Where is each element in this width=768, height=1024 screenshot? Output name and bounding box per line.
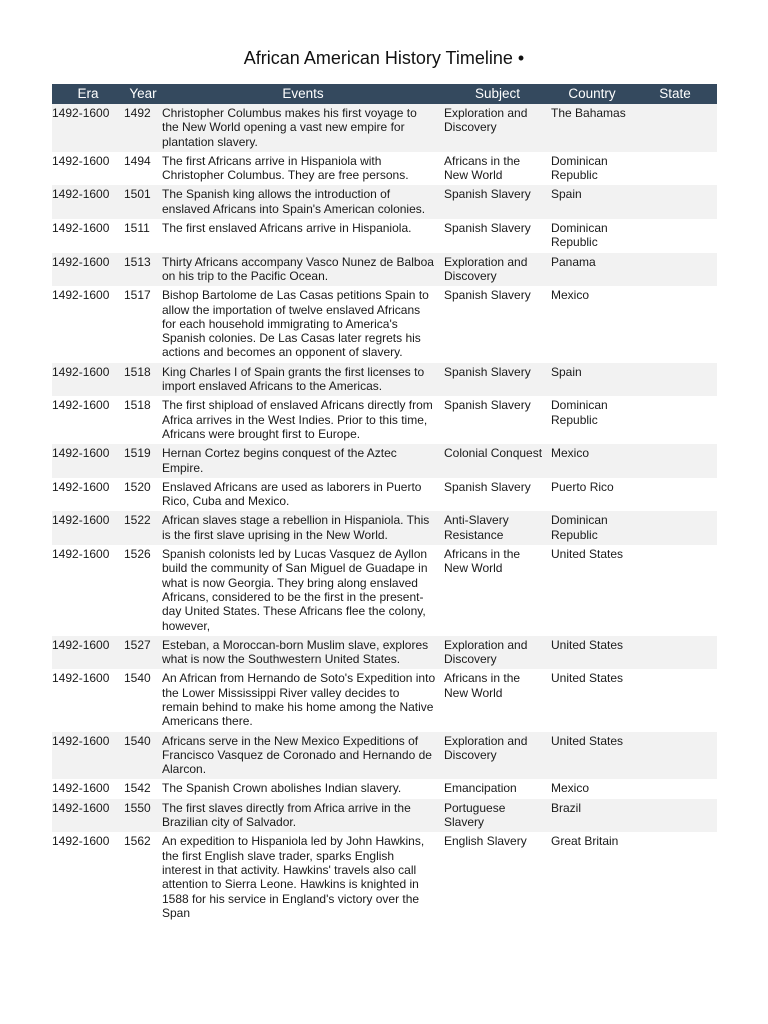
subject-cell: Exploration and Discovery [444, 636, 551, 670]
table-row [52, 286, 717, 362]
country-cell: The Bahamas [551, 104, 633, 152]
year-cell: 1492 [124, 104, 162, 152]
state-cell [633, 669, 717, 731]
subject-cell: Emancipation [444, 779, 551, 798]
era-cell: 1492-1600 [52, 799, 124, 833]
era-cell: 1492-1600 [52, 779, 124, 798]
year-cell: 1562 [124, 832, 162, 923]
event-cell: Enslaved Africans are used as laborers in Puerto Rico, Cuba and Mexico. [162, 478, 444, 512]
year-cell: 1526 [124, 545, 162, 636]
column-header-subject: Subject [444, 84, 551, 104]
table-row [52, 779, 717, 798]
event-cell: Christopher Columbus makes his first voyage to the New World opening a vast new empire for plantation slavery. [162, 104, 444, 152]
table-row [52, 478, 717, 512]
subject-cell: Exploration and Discovery [444, 732, 551, 780]
subject-cell: Anti-Slavery Resistance [444, 511, 551, 545]
table-row [52, 832, 717, 923]
era-cell: 1492-1600 [52, 286, 124, 362]
state-cell [633, 444, 717, 478]
table-header [52, 84, 717, 104]
event-cell: Esteban, a Moroccan-born Muslim slave, explores what is now the Southwestern United States. [162, 636, 444, 670]
table-row [52, 444, 717, 478]
table-row [52, 219, 717, 253]
state-cell [633, 104, 717, 152]
event-cell: King Charles I of Spain grants the first licenses to import enslaved Africans to the Americas. [162, 363, 444, 397]
country-cell: Panama [551, 253, 633, 287]
table-row [52, 363, 717, 397]
state-cell [633, 636, 717, 670]
event-cell: The first slaves directly from Africa arrive in the Brazilian city of Salvador. [162, 799, 444, 833]
era-cell: 1492-1600 [52, 732, 124, 780]
country-cell: Mexico [551, 779, 633, 798]
era-cell: 1492-1600 [52, 185, 124, 219]
state-cell [633, 396, 717, 444]
era-cell: 1492-1600 [52, 832, 124, 923]
era-cell: 1492-1600 [52, 104, 124, 152]
event-cell: The first Africans arrive in Hispaniola with Christopher Columbus. They are free persons. [162, 152, 444, 186]
country-cell: Brazil [551, 799, 633, 833]
subject-cell: English Slavery [444, 832, 551, 923]
table-row [52, 732, 717, 780]
state-cell [633, 545, 717, 636]
era-cell: 1492-1600 [52, 363, 124, 397]
event-cell: African slaves stage a rebellion in Hispaniola. This is the first slave uprising in the New World. [162, 511, 444, 545]
year-cell: 1501 [124, 185, 162, 219]
country-cell: Spain [551, 185, 633, 219]
country-cell: United States [551, 669, 633, 731]
country-cell: United States [551, 636, 633, 670]
country-cell: Dominican Republic [551, 219, 633, 253]
country-cell: Mexico [551, 286, 633, 362]
event-cell: Bishop Bartolome de Las Casas petitions Spain to allow the importation of twelve enslaved Africans for each household immigrating to America's Spanish colonies. De Las Casas later regrets his actions and becomes an opponent of slavery. [162, 286, 444, 362]
year-cell: 1550 [124, 799, 162, 833]
column-header-era: Era [52, 84, 124, 104]
subject-cell: Colonial Conquest [444, 444, 551, 478]
era-cell: 1492-1600 [52, 636, 124, 670]
country-cell: Great Britain [551, 832, 633, 923]
state-cell [633, 732, 717, 780]
subject-cell: Africans in the New World [444, 669, 551, 731]
table-row [52, 185, 717, 219]
country-cell: Mexico [551, 444, 633, 478]
subject-cell: Africans in the New World [444, 545, 551, 636]
country-cell: Spain [551, 363, 633, 397]
state-cell [633, 152, 717, 186]
subject-cell: Exploration and Discovery [444, 253, 551, 287]
table-row [52, 511, 717, 545]
column-header-events: Events [162, 84, 444, 104]
year-cell: 1518 [124, 363, 162, 397]
era-cell: 1492-1600 [52, 478, 124, 512]
event-cell: Thirty Africans accompany Vasco Nunez de Balboa on his trip to the Pacific Ocean. [162, 253, 444, 287]
year-cell: 1540 [124, 669, 162, 731]
table-row [52, 545, 717, 636]
year-cell: 1520 [124, 478, 162, 512]
subject-cell: Spanish Slavery [444, 363, 551, 397]
state-cell [633, 219, 717, 253]
country-cell: Dominican Republic [551, 152, 633, 186]
country-cell: Dominican Republic [551, 511, 633, 545]
event-cell: An expedition to Hispaniola led by John Hawkins, the first English slave trader, sparks English interest in that activity. Hawkins' travels also call attention to Sierra Leone. Hawkins is knighted in 1588 for his service in England's victory over the Span [162, 832, 444, 923]
year-cell: 1517 [124, 286, 162, 362]
column-header-state: State [633, 84, 717, 104]
column-header-country: Country [551, 84, 633, 104]
event-cell: An African from Hernando de Soto's Expedition into the Lower Mississippi River valley decides to remain behind to make his home among the Native Americans there. [162, 669, 444, 731]
country-cell: Dominican Republic [551, 396, 633, 444]
state-cell [633, 799, 717, 833]
event-cell: The first shipload of enslaved Africans directly from Africa arrives in the West Indies. Prior to this time, Africans were brought first to Europe. [162, 396, 444, 444]
subject-cell: Spanish Slavery [444, 286, 551, 362]
state-cell [633, 832, 717, 923]
header-row [52, 84, 717, 104]
event-cell: The Spanish king allows the introduction of enslaved Africans into Spain's American colonies. [162, 185, 444, 219]
event-cell: Spanish colonists led by Lucas Vasquez de Ayllon build the community of San Miguel de Guadape in what is now Georgia. They bring along enslaved Africans, considered to be the first in the present-day United States. These Africans flee the colony, however, [162, 545, 444, 636]
era-cell: 1492-1600 [52, 253, 124, 287]
table-row [52, 253, 717, 287]
era-cell: 1492-1600 [52, 219, 124, 253]
country-cell: United States [551, 545, 633, 636]
event-cell: The Spanish Crown abolishes Indian slavery. [162, 779, 444, 798]
state-cell [633, 511, 717, 545]
event-cell: Africans serve in the New Mexico Expeditions of Francisco Vasquez de Coronado and Hernando de Alarcon. [162, 732, 444, 780]
state-cell [633, 286, 717, 362]
year-cell: 1513 [124, 253, 162, 287]
year-cell: 1540 [124, 732, 162, 780]
event-cell: The first enslaved Africans arrive in Hispaniola. [162, 219, 444, 253]
event-cell: Hernan Cortez begins conquest of the Aztec Empire. [162, 444, 444, 478]
table-row [52, 396, 717, 444]
era-cell: 1492-1600 [52, 511, 124, 545]
subject-cell: Spanish Slavery [444, 219, 551, 253]
state-cell [633, 363, 717, 397]
era-cell: 1492-1600 [52, 545, 124, 636]
subject-cell: Exploration and Discovery [444, 104, 551, 152]
timeline-table [52, 84, 717, 923]
year-cell: 1527 [124, 636, 162, 670]
subject-cell: Africans in the New World [444, 152, 551, 186]
year-cell: 1511 [124, 219, 162, 253]
country-cell: United States [551, 732, 633, 780]
era-cell: 1492-1600 [52, 396, 124, 444]
subject-cell: Spanish Slavery [444, 478, 551, 512]
year-cell: 1519 [124, 444, 162, 478]
table-row [52, 636, 717, 670]
table-row [52, 104, 717, 152]
era-cell: 1492-1600 [52, 152, 124, 186]
table-row [52, 152, 717, 186]
state-cell [633, 779, 717, 798]
subject-cell: Spanish Slavery [444, 396, 551, 444]
table-row [52, 669, 717, 731]
year-cell: 1522 [124, 511, 162, 545]
state-cell [633, 478, 717, 512]
table-body [52, 104, 717, 923]
year-cell: 1518 [124, 396, 162, 444]
year-cell: 1494 [124, 152, 162, 186]
table-row [52, 799, 717, 833]
state-cell [633, 253, 717, 287]
column-header-year: Year [124, 84, 162, 104]
country-cell: Puerto Rico [551, 478, 633, 512]
year-cell: 1542 [124, 779, 162, 798]
state-cell [633, 185, 717, 219]
page-title: African American History Timeline • [243, 48, 525, 68]
subject-cell: Portuguese Slavery [444, 799, 551, 833]
era-cell: 1492-1600 [52, 444, 124, 478]
era-cell: 1492-1600 [52, 669, 124, 731]
subject-cell: Spanish Slavery [444, 185, 551, 219]
